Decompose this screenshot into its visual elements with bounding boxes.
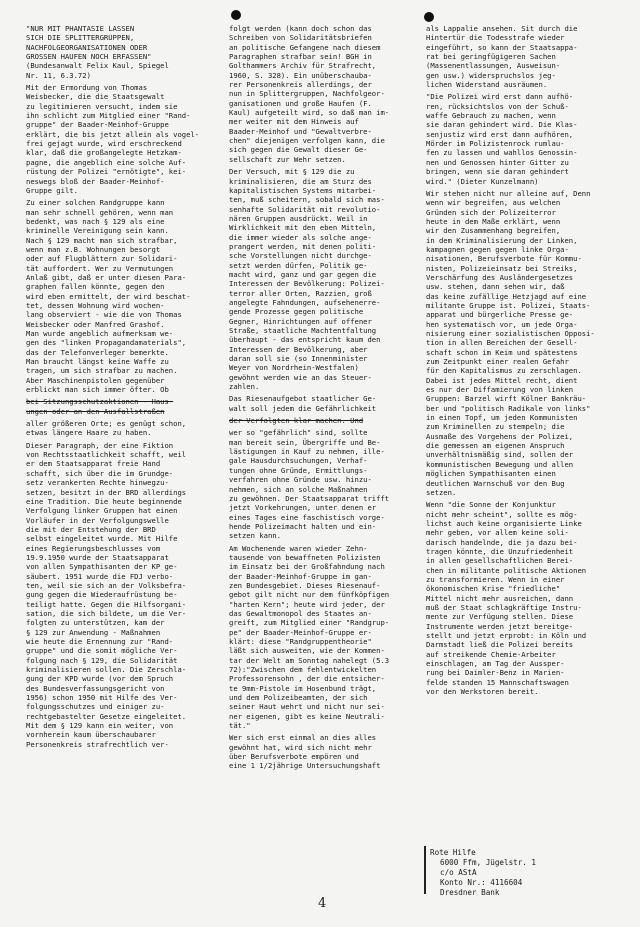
text-line: rer Personenkreis allerdings, der [229, 80, 372, 90]
text-line: wird eben ermittelt, der wird beschat- [26, 291, 191, 301]
text-line: gung gegen die Wiederaufrüstung be- [26, 590, 178, 600]
text-line: stellt und jetzt erprobt: in Köln und [426, 631, 587, 640]
text-line: des Bundesverfassungsgericht von [26, 683, 165, 693]
text-line: als Lappalie ansehen. Sit durch die [426, 24, 578, 33]
footer-contact [430, 848, 620, 898]
text-line: aller größeren Orte; es genügt schon, [26, 419, 187, 429]
text-line: unverhältnismäßig sind, sollen der [426, 450, 574, 460]
text-line: hen systematisch vor, um jede Orga- [426, 319, 578, 329]
text-line: setzt werden dürfen, Politik ge- [229, 260, 368, 270]
paragraph [229, 428, 417, 540]
text-line: ungen oder an den Ausfallstraßen [26, 406, 165, 416]
text-line: nisierung einer sozialistischen Opposi- [426, 329, 595, 338]
text-line: neswegs bloß der Baader-Meinhof- [26, 176, 165, 186]
text-line: nicht mehr scheint", sollte es mög- [426, 509, 578, 519]
text-line: in allen gesellschaftlichen Berei- [426, 556, 574, 566]
text-line: rüstung der Polizei "ernötigte", kei- [26, 167, 187, 177]
text-line: Weyer von Nordrhein-Westfalen) [229, 363, 359, 373]
text-line: 1956) schon 1950 mit Hilfe des Ver- [26, 693, 178, 703]
text-line: setzen, besitzt in der BRD allerdings [26, 487, 187, 497]
text-line: das der Telefonverleger bemerkte. [26, 347, 169, 357]
footer-account: Konto Nr.: 4116604 [440, 878, 523, 887]
text-line: oder auf Flugblättern zur Solidari- [26, 254, 178, 264]
text-line: graphen fallen könnte, gegen den [26, 282, 165, 292]
text-line: tragen, um sich strafbar zu machen. [26, 366, 178, 376]
text-line: an politische Gefangene nach diesem [229, 42, 381, 52]
text-line: gung der KPD wurde (vor dem Spruch [26, 674, 174, 684]
text-line: rat bei geringfügigeren Sachen [426, 52, 556, 62]
text-line: zum Kriminellen zu stempeln; die [426, 422, 565, 432]
text-line: lästigungen in Kauf zu nehmen, ille- [229, 447, 385, 457]
footer-bank: Dresdner Bank [440, 888, 500, 897]
text-line: Gründen sich der Polizeiterror [426, 207, 556, 217]
text-line: Paragraphen strafbar sein! BGH in [229, 52, 372, 62]
text-line: eines Tages eine faschistisch vorge- [229, 512, 385, 522]
paragraph [229, 167, 417, 391]
text-line: von Rechtsstaatlichkeit schafft, weil [26, 450, 187, 460]
text-line: Wir stehen nicht nur alleine auf, Denn [426, 188, 591, 198]
text-line: lang observiert - wie die von Thomas [26, 310, 182, 320]
text-line: die gemessen am eigenen Anspruch [426, 441, 565, 451]
text-line: Weisbecker oder Manfred Grashof. [26, 319, 165, 329]
text-line: Instrumente werden jetzt bereitge- [426, 621, 574, 631]
text-line: gende Prozesse gegen politische [229, 307, 364, 317]
text-line: tion in allen Bereichen der Gesell- [426, 338, 578, 348]
text-line: Aber Maschinenpistolen gegenüber [26, 375, 165, 385]
text-line: SICH DIE SPLITTERGRUPPEN, [26, 33, 135, 43]
text-line: sich gegen die Gewalt dieser Ge- [229, 145, 368, 155]
text-line: eingeführt, so kann der Staatsappa- [426, 42, 578, 52]
text-line: sche Vorstellungen nicht durchge- [229, 251, 372, 261]
text-line: in einen Topf, um jeden Kommunisten [426, 413, 578, 423]
text-line: frei gejagt wurde, wird erschreckend [26, 139, 182, 149]
text-column-1 [26, 24, 216, 752]
text-line: lichst auch keine organisierte Linke [426, 518, 582, 528]
text-line: Darmstadt ließ die Polizei bereits [426, 640, 574, 650]
text-line: mente zur Verfügung stellen. Diese [426, 612, 574, 622]
text-line: ihn schlicht zum Mitglied einer "Rand- [26, 111, 191, 121]
text-line: Wenn "die Sonne der Konjunktur [426, 500, 556, 510]
text-line: Personenkreis strafrechtlich ver- [26, 739, 169, 749]
text-line: hende Polizeimacht halten und ein- [229, 521, 377, 531]
text-line: chen in militante politische Aktionen [426, 565, 587, 575]
text-line: Gegner, Hinrichtungen auf offener [229, 316, 372, 326]
text-line: ökonomischen Krise "friedliche" [426, 584, 561, 594]
text-line: ten, weil sie sich an der Volksbefra- [26, 580, 187, 590]
text-line: militante Gruppe ist. Polizei, Staats- [426, 300, 591, 310]
text-line: heute in dem Maße erklärt, wenn [426, 216, 561, 226]
text-line: wenn wir begreifen, aus welchen [426, 198, 561, 208]
paragraph [426, 24, 618, 89]
text-line: das Gewaltmonopol des Staates an- [229, 608, 372, 618]
text-line: tragen könnte, die Unzufriedenheit [426, 546, 574, 556]
text-line: lichen Widerstand ausräumen. [426, 80, 548, 90]
footer-org: Rote Hilfe [430, 848, 476, 857]
text-line: Straße, staatliche Machtentfaltung [229, 326, 377, 335]
paragraph [229, 416, 417, 425]
text-line: tar der Welt am Sonntag nahelegt (5.3 [229, 655, 390, 665]
text-line: etwas längere Haare zu haben. [26, 428, 152, 438]
text-line: teiligt hatte. Gegen die Hilfsorgani- [26, 599, 187, 609]
text-line: gewöhnt werden wie an das Steuer- [229, 372, 372, 382]
text-line: Interessen der Bevölkerung, aber [229, 344, 368, 354]
text-line: der Verfolgten klar machen. Und [229, 416, 364, 426]
text-line: zum Zeitpunkt einer realen Gefahr [426, 357, 569, 367]
text-line: nehmen, sich an solche Maßnahmen [229, 484, 368, 494]
text-line: usw. stehen, dann sehen wir, daß [426, 282, 565, 292]
text-line: über Berufsverbote empören und [229, 752, 359, 762]
text-line: terror aller Orten, Razzien, groß [229, 288, 372, 298]
text-line: man sehr schnell gehören, wenn man [26, 207, 174, 217]
text-line: möglichen Sympathisanten einen [426, 469, 556, 479]
text-line: angelegte Fahndungen, aufsehenerre- [229, 297, 381, 307]
text-line: vor den Werkstoren bereit. [426, 687, 539, 697]
text-line: gebot gilt nicht nur dem fünfköpfigen [229, 590, 390, 600]
text-line: von allen Sympathisanten der KP ge- [26, 562, 178, 572]
text-line: sation, die sich bildete, um die Ver- [26, 608, 187, 618]
text-line: Das Riesenaufgebot staatlicher Ge- [229, 394, 377, 404]
text-line: im Einsatz bei der Großfahndung nach [229, 562, 385, 572]
text-line: selbst eingeleitet wurde. Mit Hilfe [26, 534, 178, 544]
text-line: Ausmaße des Vorgehens der Polizei, [426, 431, 574, 441]
paragraph [26, 198, 216, 394]
text-line: felde standen 15 Mannschaftswagen [426, 677, 569, 687]
text-line: Baader-Meinhof und "Gewaltverbre- [229, 126, 372, 136]
text-line: senhafte Solidarität mit revolutio- [229, 204, 381, 214]
text-line: ten, muß scheitern, sobald sich mas- [229, 195, 385, 205]
text-line: § 129 zur Anwendung - Maßnahmen [26, 627, 161, 637]
text-line: 1960, S. 328). Ein unüberschauba- [229, 70, 372, 80]
text-line: erklärt, die bis jetzt allein als vogel- [26, 129, 200, 139]
text-line: zu gewöhnen. Der Staatsapparat trifft [229, 493, 390, 503]
text-line: Dabei ist jedes Mittel recht, dient [426, 375, 578, 385]
text-line: kapitalistischen Systems mitarbei- [229, 185, 377, 195]
text-line: GROSSEN HAUFEN NOCH ERFASSEN" [26, 52, 152, 62]
text-line: verfahren ohne Gründe usw. hinzu- [229, 475, 372, 485]
text-line: Mit der Ermordung von Thomas [26, 83, 148, 93]
text-line: gruppe" und die somit mögliche Ver- [26, 646, 178, 656]
paragraph [26, 24, 216, 80]
text-line: Dieser Paragraph, der eine Fiktion [26, 440, 174, 450]
text-line: Wer sich erst einmal an dies alles [229, 733, 377, 743]
text-line: zu legitimieren versucht, indem sie [26, 101, 178, 111]
text-line: kampagnen gegen gegen linke Orga- [426, 244, 569, 254]
text-line: "Die Polizei wird erst dann aufhö- [426, 92, 574, 102]
text-line: greift, zum Mitglied einer "Randgrup- [229, 618, 390, 628]
text-line: daran soll sie (so Innenminister [229, 354, 368, 364]
text-line: senjustiz wird erst dann aufhören, [426, 129, 574, 139]
text-line: Mörder im Polizistenrock rumlau- [426, 139, 565, 149]
text-line: muß der Staat schlagkräftige Instru- [426, 602, 582, 612]
text-line: folgungsschutzes und einiger zu- [26, 702, 165, 712]
text-line: (Massenentlassungen, Ausweisun- [426, 61, 561, 71]
text-line: folgt werden (kann doch schon das [229, 24, 372, 33]
text-line: chen" diejenigen verfolgen kann, die [229, 136, 385, 146]
text-line: mer weiter mit dem Hinweis auf [229, 117, 359, 127]
text-line: die mit der Entstehung der BRD [26, 524, 156, 534]
text-line: Anlaß gibt, daß er unter diesen Para- [26, 272, 187, 282]
text-line: Gruppen: Barzel wirft Kölner Bankräu- [426, 394, 587, 404]
text-line: in dem Kriminalisierung der Linken, [426, 235, 578, 245]
text-line: waffe Gebrauch zu machen, wenn [426, 111, 556, 121]
text-line: eine Tradition. Die heute beginnende [26, 496, 182, 506]
text-line: tausende von bewaffneten Polizisten [229, 552, 381, 562]
text-line: zen Bundesgebiet. Dieses Riesenauf- [229, 580, 381, 590]
page-number: 4 [318, 896, 327, 911]
paragraph [229, 544, 417, 731]
text-line: rung bei Daimler-Benz in Marien- [426, 668, 565, 678]
text-line: er dem Staatsapparat freie Hand [26, 459, 161, 469]
text-line: setzen. [426, 487, 457, 497]
text-line: nen und Genossen hinter Gitter zu [426, 157, 569, 167]
text-line: Kaul) aufgeteilt wird, so daß man im- [229, 108, 390, 118]
text-line: Man braucht längst keine Waffe zu [26, 357, 169, 367]
text-line: gewöhnt hat, wird sich nicht mehr [229, 742, 372, 752]
text-line: tungen ohne Gründe, Ermittlungs- [229, 465, 368, 475]
text-line: Gruppe gilt. [26, 185, 78, 195]
paragraph [26, 83, 216, 195]
text-line: Professorensohn , der die entsicher- [229, 674, 385, 684]
text-line: schafft, sich über die im Grundge- [26, 468, 174, 478]
text-line: Wirklichkeit mit den eben Mitteln, [229, 223, 377, 233]
text-line: "NUR MIT PHANTASIE LASSEN [26, 24, 135, 33]
text-line: zahlen. [229, 382, 260, 392]
text-line: bedenkt, was nach § 129 als eine [26, 216, 165, 226]
text-line: die immer wieder als solche ange- [229, 232, 372, 242]
text-line: (Bundesanwalt Felix Kaul, Spiegel [26, 61, 169, 71]
text-line: apparat und bürgerliche Presse ge- [426, 310, 574, 320]
text-line: Verschärfung des Ausländergesetzes [426, 272, 574, 282]
text-line: Nach § 129 macht man sich strafbar, [26, 235, 178, 245]
text-line: tät auffordert. Wer zu Vermutungen [26, 263, 174, 273]
text-line: wenn man z.B. Wohnungen besorgt [26, 244, 161, 254]
text-line: bringen, wenn sie daran gehindert [426, 167, 569, 177]
text-line: sie daran gehindert wird. Die Klas- [426, 120, 578, 130]
text-line: setzen kann. [229, 531, 281, 541]
text-line: darisch handelnde, die ja dazu bei- [426, 537, 578, 547]
footer-address-line-2: c/o AStA [440, 868, 477, 877]
text-line: vornherein kaum überschaubarer [26, 730, 156, 740]
text-line: für den Kapitalismus zu zerschlagen. [426, 366, 582, 376]
text-line: 19.9.1950 wurde der Staatsapparat [26, 552, 169, 562]
text-line: der Baader-Meinhof-Gruppe im gan- [229, 571, 372, 581]
text-line: Zu einer solchen Randgruppe kann [26, 198, 165, 208]
text-line: nisten, Polizeieinsatz bei Streiks, [426, 263, 578, 273]
text-line: eine 1 1/2jährige Untersuchungshaft [229, 761, 381, 771]
text-line: mehr geben, vor allem keine soli- [426, 528, 569, 538]
text-line: nisationen, Berufsverbote für Kommu- [426, 254, 582, 264]
text-line: Der Versuch, mit § 129 die zu [229, 167, 355, 177]
text-line: überhaupt - das entspricht kaum den [229, 335, 381, 345]
text-line: nären Gruppen ausdrückt. Weil in [229, 213, 368, 223]
text-line: es nur der Diffamierung von linken [426, 385, 574, 395]
text-line: Mit dem § 129 kann ein weiter, von [26, 721, 174, 731]
text-line: Golthammers Archiv für Strafrecht, [229, 61, 377, 71]
text-line: gruppe" der Baader-Meinhof-Gruppe [26, 120, 169, 130]
text-line: wie heute die Ernennung zur "Rand- [26, 637, 174, 646]
text-line: einschlagen, am Tag der Aussper- [426, 659, 565, 669]
text-line: kommunistischen Bewegung und allen [426, 459, 574, 469]
text-line: gen des "linken Propagandamaterials", [26, 338, 187, 348]
text-line: klar, daß die großangelegte Hetzkam- [26, 148, 182, 158]
text-line: macht wird, ganz und gar gegen die [229, 269, 377, 279]
text-line: seiner Haut wehrt und nicht nur sei- [229, 702, 385, 712]
text-line: pe" der Baader-Meinhof-Gruppe er- [229, 627, 372, 637]
text-line: Hintertür die Todesstrafe wieder [426, 33, 565, 43]
paragraph [426, 92, 618, 185]
text-line: gale Hausdurchsuchungen, Verhaf- [229, 456, 368, 466]
footer-rule [424, 846, 426, 894]
text-line: klärt: diese "Randgruppentheorie" [229, 637, 372, 646]
text-line: Nr. 11, 6.3.72) [26, 70, 91, 80]
text-line: Vorläufer in der Verfolgungswelle [26, 515, 169, 525]
text-line: läßt sich ausweiten, wie der Kommen- [229, 646, 385, 656]
text-line: kriminalisieren, die am Sturz des [229, 176, 372, 186]
text-line: säubert. 1951 wurde die FDJ verbo- [26, 571, 174, 581]
paragraph [26, 397, 216, 416]
text-line: wird." (Dieter Kunzelmann) [426, 176, 539, 186]
paragraph [26, 419, 216, 438]
text-line: das keine zufällige Hetzjagd auf eine [426, 291, 587, 301]
text-line: sellschaft zur Wehr setzen. [229, 154, 346, 164]
paragraph [426, 500, 618, 696]
text-line: NACHFOLGEORGANISATIONEN ODER [26, 42, 148, 52]
footer-address-line-1: 6000 Ffm, Jügelstr. 1 [440, 858, 537, 867]
text-line: Am Wochenende waren wieder Zehn- [229, 543, 368, 553]
text-line: kriminelle Vereinigung sein kann. [26, 226, 169, 236]
text-line: pagne, die angeblich eine solche Auf- [26, 157, 187, 167]
punch-hole-mark [424, 12, 434, 22]
text-line: folgung nach § 129, die Solidarität [26, 655, 178, 665]
text-line: Mittel nicht mehr ausreichen, dann [426, 593, 574, 603]
paragraph [229, 733, 417, 770]
text-line: gen usw.) widerspruchslos jeg- [426, 70, 556, 80]
text-line: wir den Zusammenhang begreifen, [426, 226, 561, 236]
text-line: walt soll jedem die Gefährlichkeit [229, 403, 377, 413]
text-line: bei Sitzungsschutzaktionen - Haus- [26, 397, 174, 407]
text-line: "harten Kern"; heute wird jeder, der [229, 599, 385, 609]
text-line: auf streikende Chemie-Arbeiter [426, 649, 556, 659]
text-line: und dem Polizeibeamten, der sich [229, 693, 368, 703]
text-line: ren, rücksichtslos von der Schuß- [426, 101, 569, 111]
text-line: kriminalisieren sollen. Die Zerschla- [26, 665, 187, 675]
text-line: eines Regierungsbeschlusses vom [26, 543, 161, 553]
text-line: ber und "politisch Radikale von links" [426, 403, 591, 413]
text-line: 72):"Zwischen dem fehlentwickelten [229, 665, 377, 675]
text-line: ganisationen und große Haufen (F. [229, 98, 372, 108]
text-line: zu transformieren. Wenn in einer [426, 574, 565, 584]
paragraph [426, 189, 618, 497]
text-line: Man wurde angeblich aufmerksam we- [26, 329, 174, 338]
paragraph [26, 441, 216, 749]
text-column-2 [229, 24, 417, 774]
text-line: te 9mm-Pistole im Hosenbund trägt, [229, 683, 377, 693]
text-line: setz verankerten Rechte hinwegzu- [26, 478, 169, 488]
text-line: prangert werden, mit denen politi- [229, 241, 377, 251]
text-line: folgten zu unterstützen, kam der [26, 618, 165, 628]
text-line: schaft schon im Keim und spätestens [426, 347, 578, 357]
text-column-3 [426, 24, 618, 699]
text-line: tet, dessen Wohnung wird wochen- [26, 300, 165, 310]
text-line: erblickt man sich immer öfter. Ob [26, 385, 169, 395]
text-line: nun in Splittergruppen, Nachfolgeor- [229, 89, 385, 99]
text-line: Weisbecker, die die Staatsgewalt [26, 92, 165, 102]
paragraph [229, 394, 417, 413]
text-line: Verfolgung linker Gruppen hat einen [26, 506, 178, 516]
text-line: deutlichen Warnschuß vor den Bug [426, 478, 565, 488]
text-line: tät." [229, 721, 251, 731]
text-line: Interessen der Bevölkerung: Polizei- [229, 279, 385, 289]
text-line: wer so "gefährlich" sind, sollte [229, 428, 368, 438]
text-line: jetzt Vorkehrungen, unter denen er [229, 503, 377, 513]
text-line: rechtgebastelter Gesetze eingeleitet. [26, 711, 187, 721]
text-line: Schreiben von Solidaritätsbriefen [229, 33, 372, 43]
paragraph [229, 24, 417, 164]
text-line: ner eigenen, gibt es keine Neutrali- [229, 711, 385, 721]
punch-hole-mark [231, 10, 241, 20]
text-line: fen zu lassen und wahllos Genossin- [426, 148, 578, 158]
text-line: man bereit sein, Übergriffe und Be- [229, 437, 381, 447]
